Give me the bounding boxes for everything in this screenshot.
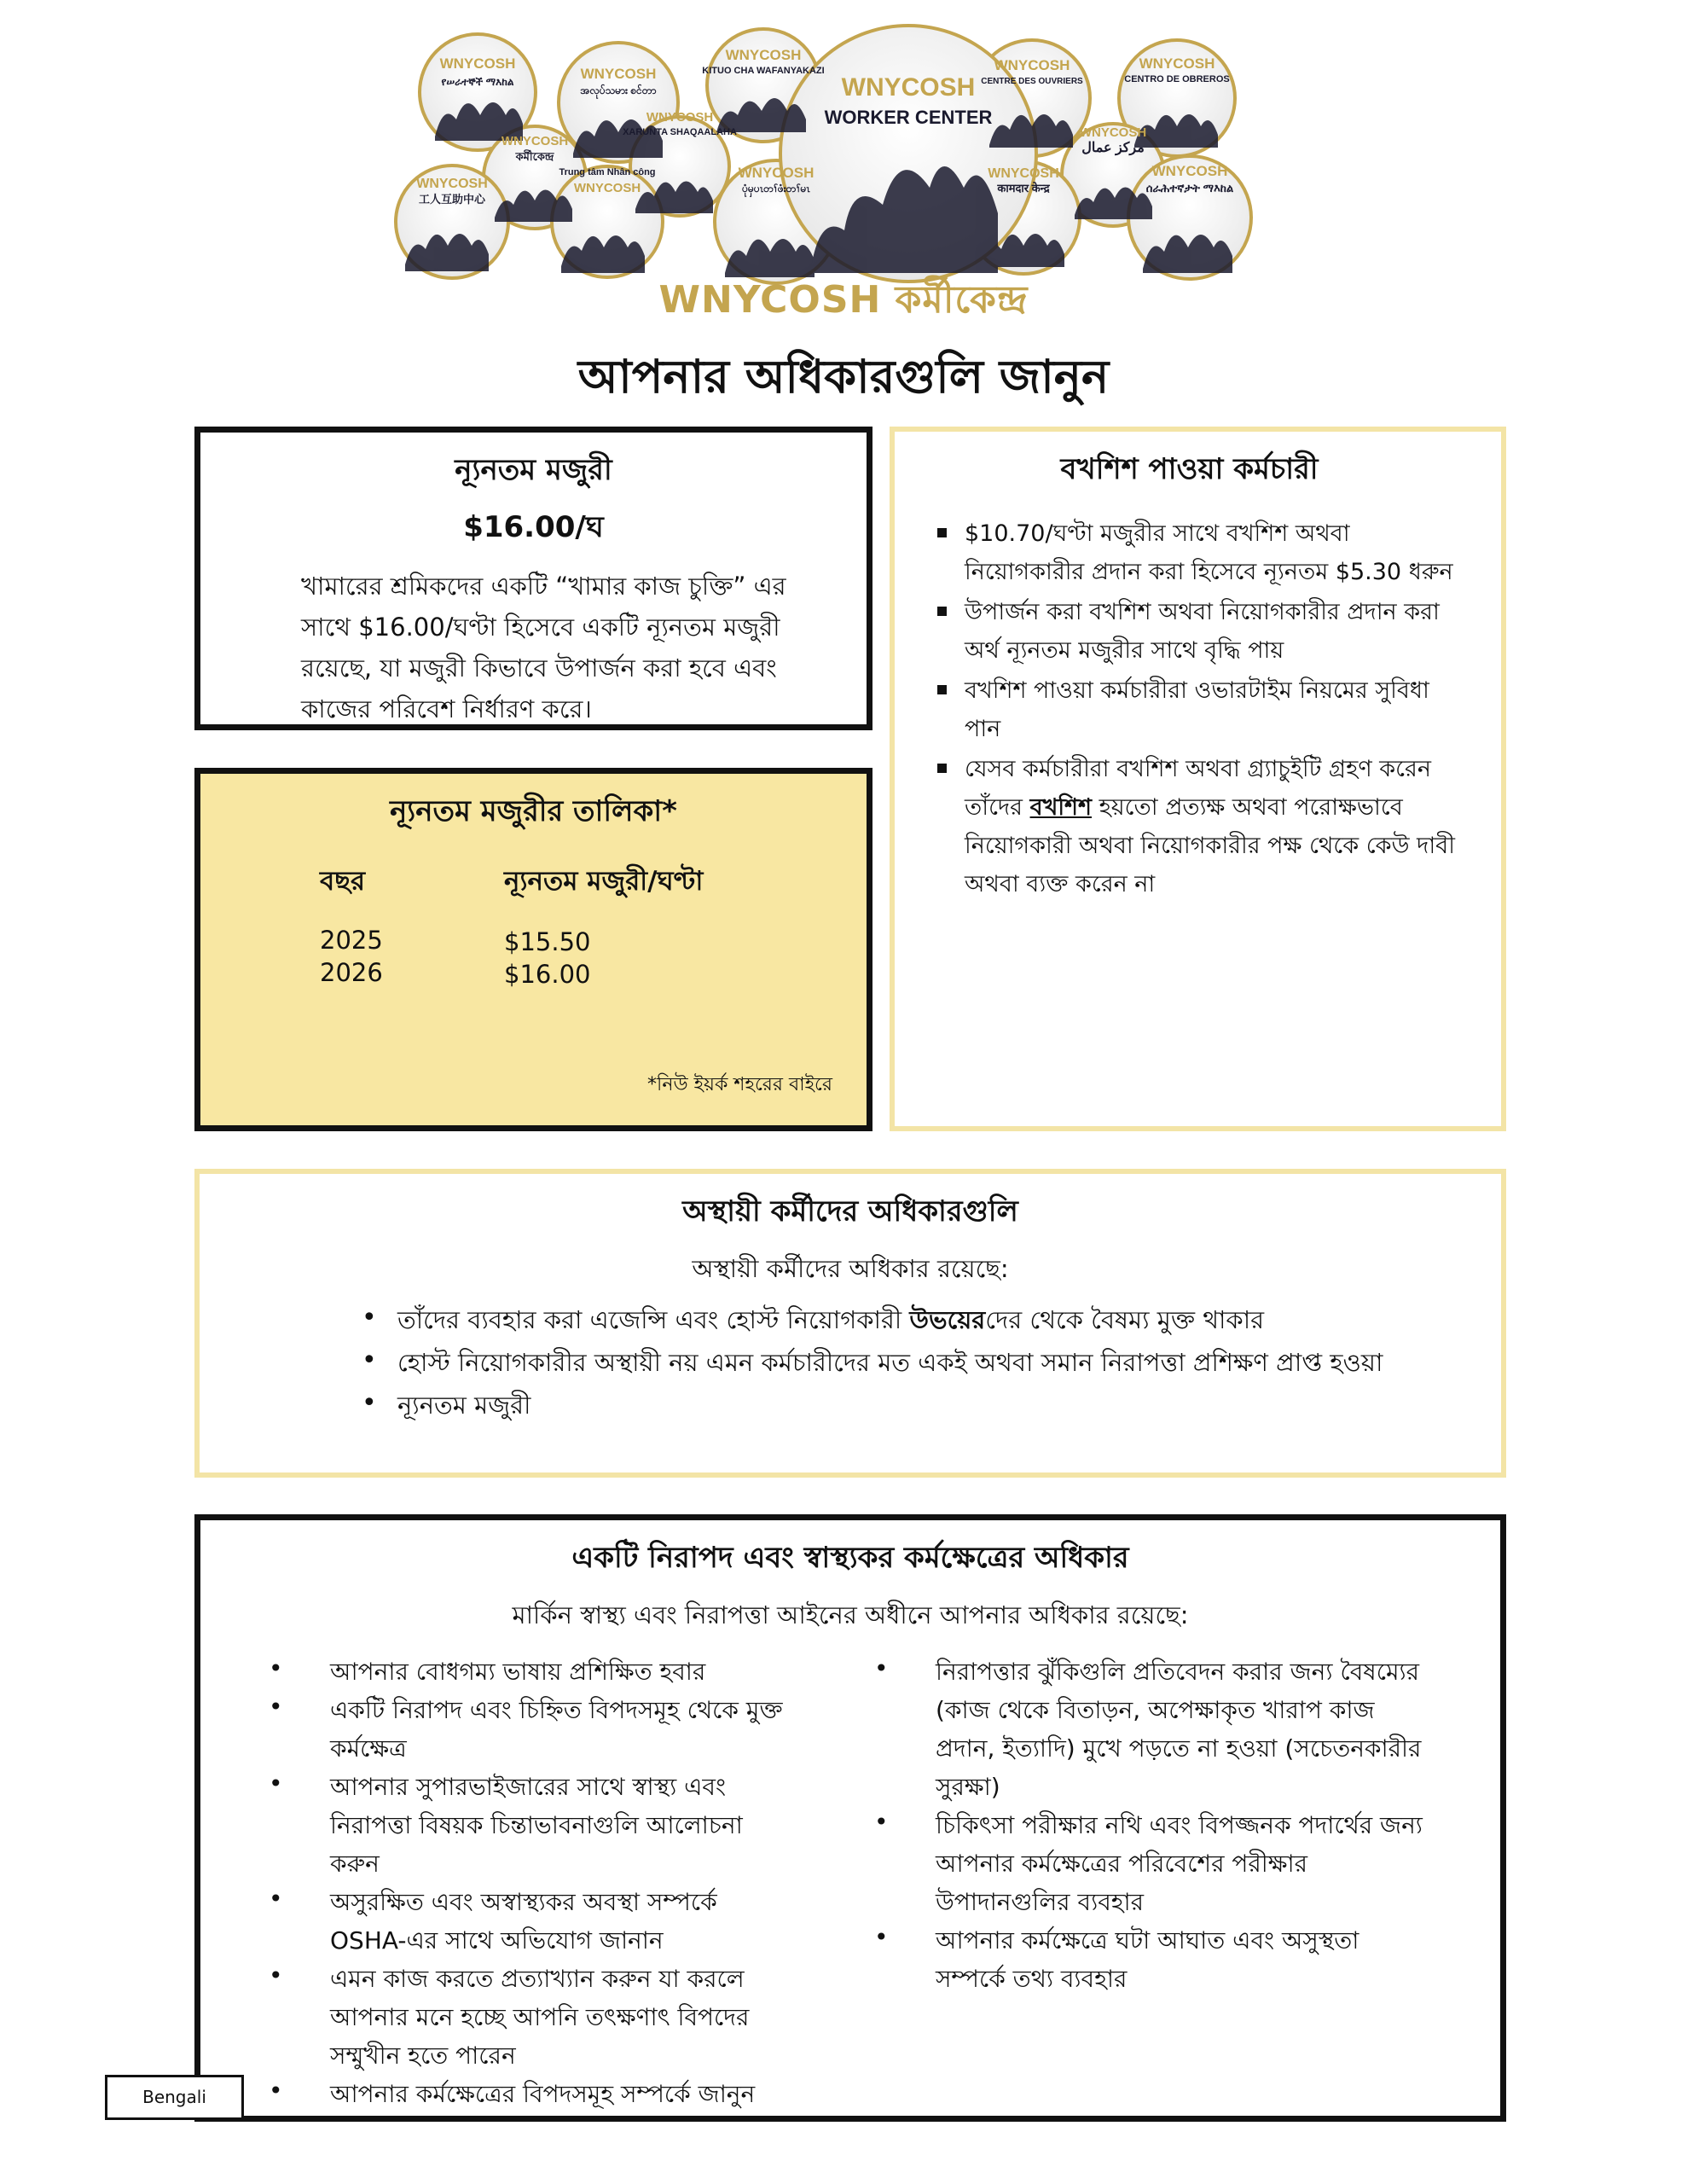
bullet-icon: • [874,1923,889,1951]
bullet-icon: • [362,1388,377,1418]
minimum-wage-rate: $16.00/ঘ [463,510,604,544]
tipped-title: বখশিশ পাওয়া কর্মচারী [1060,452,1319,486]
safe-workplace-box [194,1514,1506,2122]
svg-text:ပုံမှပၤတၢ်ဖံးတၢ်မၤ: ပုံမှပၤတၢ်ဖံးတၢ်မၤ [742,183,810,195]
svg-text:WORKER CENTER: WORKER CENTER [824,107,993,128]
list-item: • হোস্ট নিয়োগকারীর অস্থায়ী নয় এমন কর্মচারীদের মত একই অথবা সমান নিরাপত্তা প্রশিক্ষণ প্রাপ্ত হওয়া [362,1341,1419,1384]
logo-label: WNYCOSH [1151,163,1228,179]
wage-table-box [194,768,872,1131]
square-bullet-icon [937,764,947,773]
wnycosh-logo [375,17,1296,307]
safety-right-column [874,1653,1429,1998]
svg-text:የሠራተኞች ማእከል: የሠራተኞች ማእከል [441,76,514,88]
logo-label: WNYCOSH [439,55,516,72]
logo-label: WNYCOSH [1079,125,1147,140]
list-item: $10.70/ঘণ্টা মজুরীর সাথে বখশিশ অথবা নিয়োগকারীর প্রদান করা হিসেবে ন্যূনতম $5.30 ধরুন [937,514,1467,591]
temp-title: অস্থায়ী কর্মীদের অধিকারগুলি [682,1194,1018,1228]
list-item: • চিকিৎসা পরীক্ষার নথি এবং বিপজ্জনক পদার্থের জন্য আপনার কর্মক্ষেত্রের পরিবেশের পরীক্ষার উপাদানগুলির ব্যবহার [874,1806,1429,1921]
bullet-icon: • [269,1769,283,1798]
bullet-icon: • [362,1345,377,1375]
list-item: • নিরাপত্তার ঝুঁকিগুলি প্রতিবেদন করার জন্য বৈষম্যের (কাজ থেকে বিতাড়ন, অপেক্ষাকৃত খারাপ কাজ প্রদান, ইত্যাদি) মুখে পড়তে না হওয়া (সচেতনকারীর সুরক্ষা) [874,1653,1429,1806]
list-item: • আপনার সুপারভাইজারের সাথে স্বাস্থ্য এবং নিরাপত্তা বিষয়ক চিন্তাভাবনাগুলি আলোচনা করুন [269,1768,797,1883]
logo-label: WNYCOSH [501,134,569,148]
temp-subtitle: অস্থায়ী কর্মীদের অধিকার রয়েছে: [692,1254,1009,1283]
tipped-employees-box [890,427,1506,1131]
svg-text:အလုပ်သမား စင်တာ: အလုပ်သမား စင်တာ [580,84,657,96]
minimum-wage-title: ন্যূনতম মজুরী [455,453,612,487]
svg-text:KITUO CHA WAFANYAKAZI: KITUO CHA WAFANYAKAZI [702,66,825,76]
bullet-icon: • [269,2077,283,2105]
temp-list [362,1298,1419,1426]
table-cell-year: 2025 [320,926,383,955]
logo-label: WNYCOSH [988,166,1059,181]
logo-label: WNYCOSH [1139,55,1215,72]
minimum-wage-box [194,427,872,730]
svg-text:工人互助中心: 工人互助中心 [418,193,486,206]
safety-title: একটি নিরাপদ এবং স্বাস্থ্যকর কর্মক্ষেত্রের অধিকার [571,1541,1129,1575]
table-cell-year: 2026 [320,958,383,987]
language-tag: Bengali [105,2075,244,2120]
wage-table-footnote: *নিউ ইয়র্ক শহরের বাইরে [647,1074,832,1095]
svg-text:WNYCOSH: WNYCOSH [573,181,641,195]
list-item: • ন্যূনতম মজুরী [362,1384,1419,1426]
svg-text:কর্মীকেন্দ্র: কর্মীকেন্দ্র [515,150,554,163]
brand-title: WNYCOSH কর্মীকেন্দ্র [658,278,1029,322]
svg-text:CENTRE DES OUVRIERS: CENTRE DES OUVRIERS [981,77,1083,86]
list-item: • একটি নিরাপদ এবং চিহ্নিত বিপদসমূহ থেকে মুক্ত কর্মক্ষেত্র [269,1691,797,1768]
temporary-workers-box [194,1169,1506,1478]
svg-text:कामदार केन्द्र: कामदार केन्द्र [997,182,1050,195]
bullet-icon: • [362,1303,377,1333]
safety-left-column [269,1653,797,2113]
minimum-wage-body: খামারের শ্রমিকদের একটি “খামার কাজ চুক্তি” এর সাথে $16.00/ঘণ্টা হিসেবে একটি ন্যূনতম মজুরী রয়েছে, যা মজুরী কিভাবে উপার্জন করা হবে এবং কাজের পরিবেশ নির্ধারণ করে। [301,572,786,723]
column-header-wage: ন্যূনতম মজুরী/ঘণ্টা [504,866,704,897]
tipped-list [937,514,1467,903]
svg-text:Trung tâm Nhân công: Trung tâm Nhân công [559,167,656,177]
svg-text:XARUNTA SHAQAALAHA: XARUNTA SHAQAALAHA [623,127,737,137]
logo-label: WNYCOSH [646,110,714,125]
wage-table-title: ন্যূনতম মজুরীর তালিকা* [390,794,677,828]
logo-label: WNYCOSH [580,66,657,82]
page-title: আপনার অধিকারগুলি জানুন [577,350,1110,404]
bullet-icon: • [269,1961,283,1989]
logo-label: WNYCOSH [725,47,802,63]
logo-label: WNYCOSH [994,57,1070,73]
list-item: • আপনার কর্মক্ষেত্রের বিপদসমূহ সম্পর্কে জানুন [269,2075,797,2113]
list-item: • আপনার বোধগম্য ভাষায় প্রশিক্ষিত হবার [269,1653,797,1691]
logo-label: WNYCOSH [738,165,815,181]
list-item: • অসুরক্ষিত এবং অস্বাস্থ্যকর অবস্থা সম্পর্কে OSHA-এর সাথে অভিযোগ জানান [269,1883,797,1960]
bullet-icon: • [269,1885,283,1913]
list-item: • আপনার কর্মক্ষেত্রে ঘটা আঘাত এবং অসুস্থতা সম্পর্কে তথ্য ব্যবহার [874,1921,1429,1998]
table-cell-wage: $15.50 [504,927,591,956]
list-item: যেসব কর্মচারীরা বখশিশ অথবা গ্র্যাচুইটি গ্রহণ করেন তাঁদের বখশিশ হয়তো প্রত্যক্ষ অথবা পরোক্ষভাবে নিয়োগকারী অথবা নিয়োগকারীর পক্ষ থেকে কেউ দাবী অথবা ব্যক্ত করেন না [937,750,1467,903]
list-item: • এমন কাজ করতে প্রত্যাখ্যান করুন যা করলে আপনার মনে হচ্ছে আপনি তৎক্ষণাৎ বিপদের সম্মুখীন হতে পারেন [269,1960,797,2075]
logo-label: WNYCOSH [841,73,976,102]
table-cell-wage: $16.00 [504,960,591,989]
bullet-icon: • [269,1693,283,1721]
svg-text:CENTRO DE OBREROS: CENTRO DE OBREROS [1124,74,1230,84]
svg-text:مركز عمال: مركز عمال [1081,141,1145,155]
bullet-icon: • [874,1654,889,1682]
logo-label: WNYCOSH [416,177,488,191]
square-bullet-icon [937,607,947,616]
bullet-icon: • [269,1654,283,1682]
list-item: উপার্জন করা বখশিশ অথবা নিয়োগকারীর প্রদান করা অর্থ ন্যূনতম মজুরীর সাথে বৃদ্ধি পায় [937,593,1467,670]
safety-subtitle: মার্কিন স্বাস্থ্য এবং নিরাপত্তা আইনের অধীনে আপনার অধিকার রয়েছে: [512,1600,1189,1629]
square-bullet-icon [937,528,947,537]
column-header-year: বছর [320,866,366,897]
svg-text:ሰራሕተኛታት ማእከል: ሰራሕተኛታት ማእከል [1145,182,1234,195]
bullet-icon: • [874,1808,889,1836]
list-item: • তাঁদের ব্যবহার করা এজেন্সি এবং হোস্ট নিয়োগকারী উভয়েরদের থেকে বৈষম্য মুক্ত থাকার [362,1298,1419,1341]
square-bullet-icon [937,685,947,694]
list-item: বখশিশ পাওয়া কর্মচারীরা ওভারটাইম নিয়মের সুবিধা পান [937,671,1467,748]
